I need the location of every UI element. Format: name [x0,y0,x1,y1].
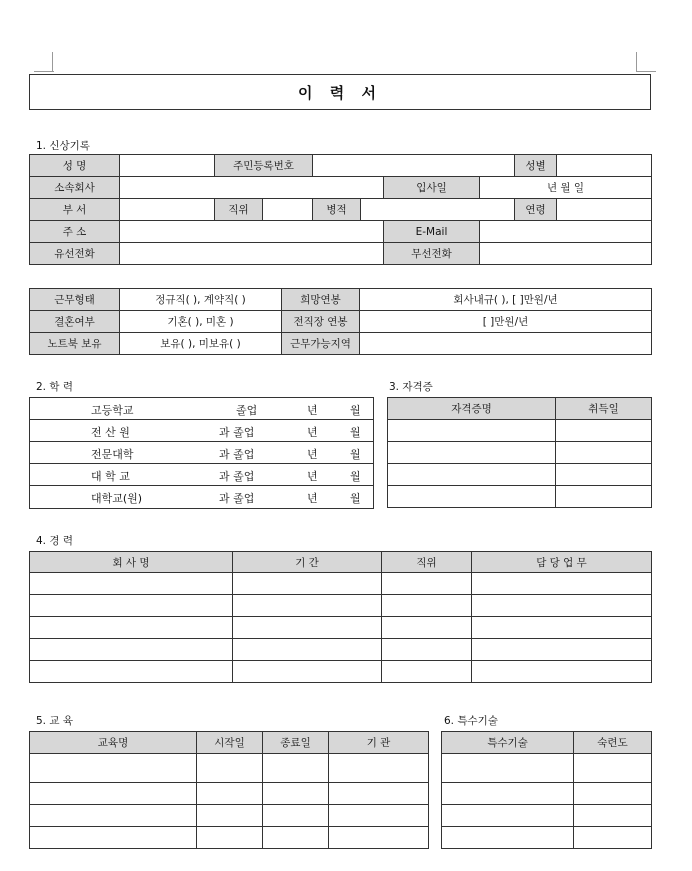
header-company: 회 사 명 [30,552,233,573]
school-label: 전 산 원 [91,426,130,439]
work-type-field[interactable]: 정규직( ), 계약직( ) [120,289,282,311]
year-label: 년 [307,492,318,505]
career-cell[interactable] [472,661,652,683]
career-cell[interactable] [233,661,382,683]
cert-cell[interactable] [388,420,556,442]
label-address: 주 소 [30,221,120,243]
header-skill-name: 특수기술 [442,732,574,754]
label-phone: 유선전화 [30,243,120,265]
training-cell[interactable] [197,754,263,783]
section-certificate: 3. 자격증 [389,381,433,393]
header-start: 시작일 [197,732,263,754]
career-cell[interactable] [233,617,382,639]
year-label: 년 [307,470,318,483]
cert-cell[interactable] [556,486,652,508]
name-field[interactable] [120,155,215,177]
header-cert-date: 취득일 [556,398,652,420]
career-cell[interactable] [233,639,382,661]
grad-label: 졸업 [236,404,258,417]
personal-table [29,154,652,265]
header-position: 직위 [382,552,472,573]
training-cell[interactable] [30,805,197,827]
training-cell[interactable] [197,783,263,805]
training-cell[interactable] [263,827,329,849]
label-region: 근무가능지역 [282,333,360,355]
header-cert-name: 자격증명 [388,398,556,420]
training-cell[interactable] [329,827,429,849]
certificate-table [387,397,652,508]
career-cell[interactable] [382,617,472,639]
label-dept: 부 서 [30,199,120,221]
crop-mark [34,71,54,72]
month-label: 월 [350,448,361,461]
label-position: 직위 [215,199,263,221]
cert-cell[interactable] [388,442,556,464]
school-label: 고등학교 [91,404,134,417]
header-end: 종료일 [263,732,329,754]
career-cell[interactable] [472,595,652,617]
year-label: 년 [307,404,318,417]
marital-field[interactable]: 기혼( ), 미혼 ) [120,311,282,333]
label-marital: 결혼여부 [30,311,120,333]
cert-cell[interactable] [388,464,556,486]
skill-cell[interactable] [574,827,652,849]
cert-cell[interactable] [556,464,652,486]
label-military: 병적 [313,199,361,221]
skill-cell[interactable] [442,827,574,849]
join-date-field[interactable]: 년 월 일 [480,177,652,199]
label-name: 성 명 [30,155,120,177]
header-org: 기 관 [329,732,429,754]
prev-salary-field[interactable]: [ ]만원/년 [360,311,652,333]
school-label: 전문대학 [91,448,134,461]
year-label: 년 [307,448,318,461]
header-duty: 담 당 업 무 [472,552,652,573]
training-cell[interactable] [30,754,197,783]
section-training: 5. 교 육 [36,715,73,727]
military-field[interactable] [361,199,515,221]
header-skill-level: 숙련도 [574,732,652,754]
career-cell[interactable] [233,573,382,595]
training-cell[interactable] [263,805,329,827]
career-cell[interactable] [30,639,233,661]
crop-mark [636,71,656,72]
career-cell[interactable] [472,639,652,661]
region-field[interactable] [360,333,652,355]
training-cell[interactable] [329,754,429,783]
notebook-field[interactable]: 보유( ), 미보유( ) [120,333,282,355]
label-work-type: 근무형태 [30,289,120,311]
training-cell[interactable] [263,754,329,783]
age-field[interactable] [557,199,652,221]
label-resident-no: 주민등록번호 [215,155,313,177]
desired-salary-field[interactable]: 회사내규( ), [ ]만원/년 [360,289,652,311]
skill-cell[interactable] [442,754,574,783]
month-label: 월 [350,404,361,417]
header-period: 기 간 [233,552,382,573]
month-label: 월 [350,492,361,505]
grad-label: 과 졸업 [219,492,255,505]
resident-no-field[interactable] [313,155,515,177]
career-cell[interactable] [30,595,233,617]
employment-table [29,288,652,355]
section-personal: 1. 신상기록 [36,140,90,152]
position-field[interactable] [263,199,313,221]
skill-cell[interactable] [442,783,574,805]
school-label: 대 학 교 [91,470,130,483]
label-company: 소속회사 [30,177,120,199]
cert-cell[interactable] [556,420,652,442]
career-cell[interactable] [30,661,233,683]
month-label: 월 [350,470,361,483]
skill-cell[interactable] [574,783,652,805]
label-desired-salary: 희망연봉 [282,289,360,311]
phone-field[interactable] [120,243,384,265]
training-cell[interactable] [197,805,263,827]
header-training-name: 교육명 [30,732,197,754]
dept-field[interactable] [120,199,215,221]
skill-cell[interactable] [574,805,652,827]
career-cell[interactable] [472,573,652,595]
gender-field[interactable] [557,155,652,177]
section-skills: 6. 특수기술 [444,715,498,727]
label-gender: 성별 [515,155,557,177]
training-cell[interactable] [197,827,263,849]
month-label: 월 [350,426,361,439]
page-title: 이 력 서 [29,74,651,110]
grad-label: 과 졸업 [219,426,255,439]
label-join-date: 입사일 [384,177,480,199]
training-cell[interactable] [263,783,329,805]
label-age: 연령 [515,199,557,221]
career-cell[interactable] [382,573,472,595]
grad-label: 과 졸업 [219,448,255,461]
address-field[interactable] [120,221,384,243]
label-email: E-Mail [384,221,480,243]
crop-mark [636,52,637,72]
label-notebook: 노트북 보유 [30,333,120,355]
skill-cell[interactable] [442,805,574,827]
career-cell[interactable] [382,595,472,617]
training-cell[interactable] [329,783,429,805]
school-label: 대학교(원) [91,492,143,505]
year-label: 년 [307,426,318,439]
career-cell[interactable] [382,661,472,683]
career-cell[interactable] [382,639,472,661]
career-table [29,551,652,683]
career-cell[interactable] [472,617,652,639]
mobile-field[interactable] [480,243,652,265]
career-cell[interactable] [233,595,382,617]
email-field[interactable] [480,221,652,243]
section-career: 4. 경 력 [36,535,73,547]
skills-table [441,731,652,849]
training-cell[interactable] [329,805,429,827]
skill-cell[interactable] [574,754,652,783]
career-cell[interactable] [30,573,233,595]
training-table [29,731,429,849]
cert-cell[interactable] [556,442,652,464]
crop-mark [52,52,53,72]
company-field[interactable] [120,177,384,199]
section-education: 2. 학 력 [36,381,73,393]
grad-label: 과 졸업 [219,470,255,483]
training-cell[interactable] [30,783,197,805]
cert-cell[interactable] [388,486,556,508]
career-cell[interactable] [30,617,233,639]
label-mobile: 무선전화 [384,243,480,265]
training-cell[interactable] [30,827,197,849]
label-prev-salary: 전직장 연봉 [282,311,360,333]
